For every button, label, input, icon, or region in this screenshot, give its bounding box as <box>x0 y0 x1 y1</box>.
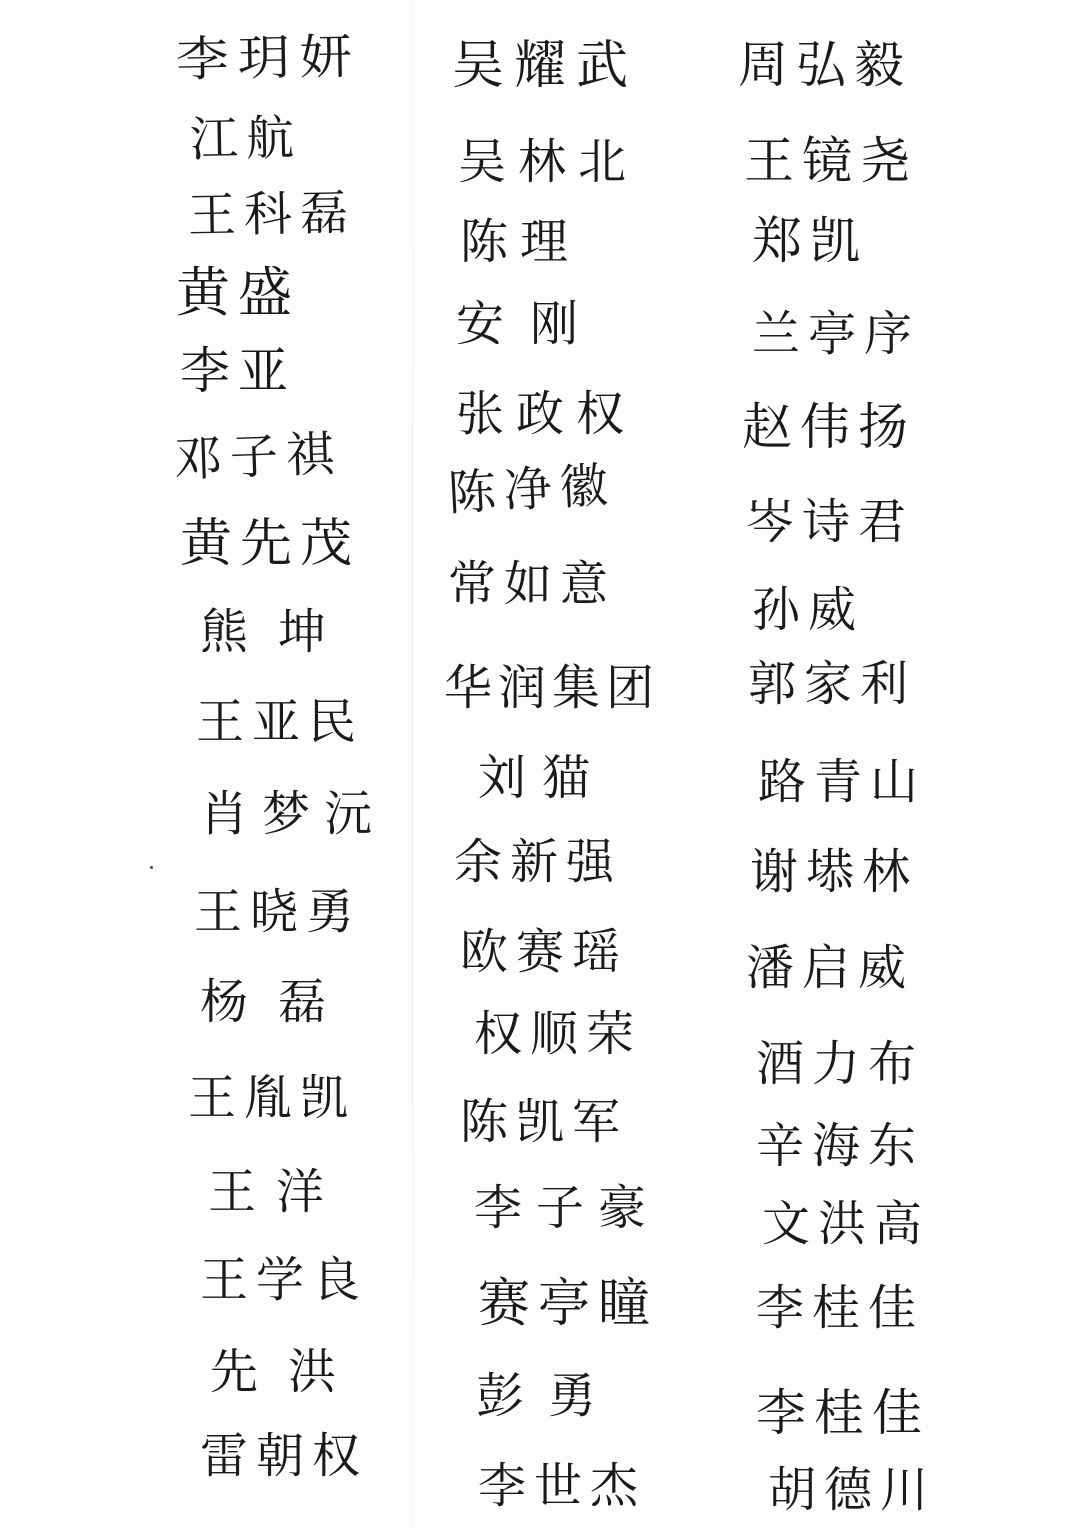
name-entry: 王洋 <box>208 1164 345 1220</box>
name-entry: 肖梦沅 <box>200 786 387 842</box>
name-entry: 张政权 <box>456 386 637 442</box>
name-entry: 郑凯 <box>752 212 868 270</box>
name-entry: 吴耀武 <box>452 36 639 96</box>
name-entry: 雷朝权 <box>200 1428 369 1484</box>
name-entry: 陈理 <box>460 214 581 270</box>
name-entry: 郭家利 <box>748 656 917 712</box>
name-entry: 李世杰 <box>478 1458 647 1514</box>
name-entry: 江航 <box>189 110 303 168</box>
name-entry: 李玥妍 <box>175 28 362 88</box>
name-entry: 李亚 <box>180 342 296 400</box>
name-entry: 路青山 <box>758 754 927 810</box>
name-entry: 李桂佳 <box>756 1280 925 1336</box>
name-entry: 胡德川 <box>768 1462 937 1518</box>
name-entry: 兰亭序 <box>752 306 921 362</box>
name-entry: 杨磊 <box>200 974 357 1030</box>
name-entry: 孙威 <box>752 582 865 638</box>
name-entry: 李桂佳 <box>756 1384 930 1442</box>
name-entry: 安刚 <box>456 296 605 352</box>
name-entry: 王胤凯 <box>188 1070 357 1126</box>
page-fold-line <box>412 0 413 1528</box>
name-entry: 酒力布 <box>756 1036 925 1092</box>
name-entry: 王晓勇 <box>194 884 363 940</box>
name-entry: 周弘毅 <box>738 36 912 94</box>
name-entry: 刘猫 <box>478 750 607 806</box>
name-entry: 王科磊 <box>187 185 357 244</box>
name-entry: 吴林北 <box>458 134 639 190</box>
ink-speck <box>150 866 153 869</box>
name-entry: 黄先茂 <box>180 514 361 574</box>
name-entry: 赛亭瞳 <box>478 1274 659 1334</box>
name-entry: 王亚民 <box>196 694 365 750</box>
name-entry: 陈净徽 <box>446 457 618 522</box>
name-entry: 邓子祺 <box>173 426 343 488</box>
name-entry: 辛海东 <box>756 1118 925 1174</box>
name-entry: 文洪高 <box>762 1196 931 1252</box>
name-entry: 权顺荣 <box>474 1006 643 1062</box>
name-entry: 黄盛 <box>176 261 300 324</box>
name-entry: 赵伟扬 <box>742 398 916 456</box>
name-entry: 余新强 <box>454 834 623 890</box>
name-entry: 谢塨林 <box>750 844 919 900</box>
name-entry: 先洪 <box>210 1344 367 1400</box>
name-entry: 潘启威 <box>746 940 915 996</box>
name-entry: 岑诗君 <box>746 494 915 550</box>
name-entry: 李子豪 <box>474 1180 661 1236</box>
name-entry: 熊坤 <box>200 604 357 660</box>
name-entry: 陈凯军 <box>460 1094 629 1150</box>
name-entry: 华润集团 <box>444 660 661 716</box>
name-entry: 欧赛瑶 <box>460 924 629 980</box>
name-entry: 常如意 <box>448 556 617 612</box>
name-entry: 王学良 <box>200 1252 369 1308</box>
name-entry: 彭勇 <box>476 1368 621 1424</box>
name-entry: 王镜尧 <box>744 132 918 190</box>
